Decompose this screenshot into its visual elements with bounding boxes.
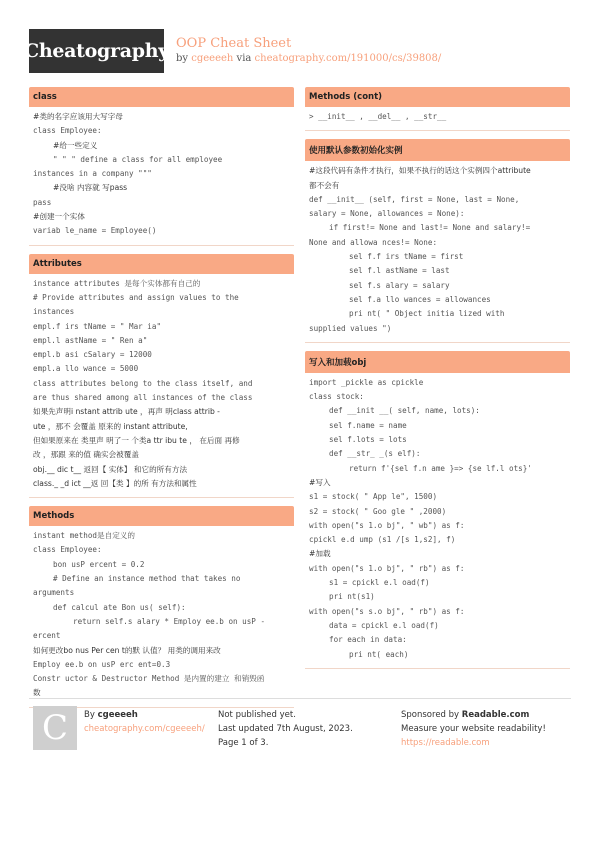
code-line: pri nt( " Object initia lized with	[349, 309, 505, 319]
footer-sponsor	[401, 708, 546, 750]
code-line: class stock:	[309, 392, 364, 402]
code-line: class Employee:	[33, 126, 102, 136]
code-line: Employ ee.b on usP erc ent=0.3	[33, 659, 171, 669]
sponsor-prefix: Sponsored by	[401, 710, 462, 720]
code-line: pri nt( each)	[349, 649, 409, 659]
code-line: 数	[33, 688, 41, 698]
code-line: s2 = stock( " Goo gle " ,2000)	[309, 506, 447, 516]
code-line: are thus shared among all instances of the class	[33, 393, 253, 403]
section-body	[305, 107, 570, 130]
code-line: with open("s 1.o bj", " wb") as f:	[309, 520, 465, 530]
section	[305, 351, 570, 669]
code-line: > __init__ , __del__ , __str__	[309, 112, 447, 121]
last-updated: Last updated 7th August, 2023.	[218, 724, 353, 734]
code-line: data = cpickl e.l oad(f)	[329, 620, 439, 630]
code-line: sel f.a llo wances = allowances	[349, 294, 491, 304]
section-title: 写入和加载obj	[305, 351, 570, 373]
section-title: Methods (cont)	[305, 87, 570, 107]
code-line: s1 = cpickl e.l oad(f)	[329, 578, 430, 588]
footer-divider	[29, 698, 571, 699]
code-line: #写入	[309, 477, 331, 487]
code-line: None and allowa nces!= None:	[309, 237, 438, 247]
code-line: 如果先声明i nstant attrib ute ，再声 明class attrib -	[33, 407, 220, 417]
section-body	[29, 526, 294, 707]
code-line: sel f.l astName = last	[349, 266, 450, 276]
code-line: cpickl e.d ump (s1 /[s 1,s2], f)	[309, 535, 456, 545]
footer-author-link[interactable]: cheatography.com/cgeeeeh/	[84, 724, 205, 734]
code-line: def calcul ate Bon us( self):	[53, 602, 186, 612]
footer-author	[84, 708, 205, 736]
code-line: ercent	[33, 631, 61, 641]
code-line: if first!= None and last!= None and salary!=	[329, 223, 531, 233]
sponsor-tagline: Measure your website readability!	[401, 724, 546, 734]
sponsor-link[interactable]: https://readable.com	[401, 738, 490, 748]
code-line: #加载	[309, 549, 331, 559]
footer-author-name: cgeeeeh	[97, 710, 138, 720]
code-line: arguments	[33, 588, 75, 598]
code-line: return f'{sel f.n ame }=> {se lf.l ots}'	[349, 463, 532, 473]
code-line: #这段代码有条件才执行，如果不执行的话这个实例四个attribute	[309, 166, 531, 176]
author-link[interactable]: cgeeeeh	[191, 53, 234, 64]
code-line: salary = None, allowances = None):	[309, 209, 465, 219]
sheet-byline	[176, 53, 441, 64]
footer-by-label: By	[84, 710, 98, 720]
code-line: supplied values ")	[309, 323, 392, 333]
code-line: obj.__ dic t__ 返回【 实体】 和它的所有方法	[33, 464, 188, 474]
code-line: pass	[33, 197, 52, 207]
section-title: class	[29, 87, 294, 107]
code-line: for each in data:	[329, 635, 407, 645]
code-line: with open("s 1.o bj", " rb") as f:	[309, 563, 465, 573]
code-line: def __init__ (self, first = None, last = None,	[309, 194, 520, 204]
sheet-title: OOP Cheat Sheet	[176, 36, 292, 51]
cheatography-logo[interactable]: Cheatography	[29, 29, 164, 73]
section	[29, 87, 294, 246]
code-line: def __str_ _(s elf):	[329, 449, 421, 459]
page-number: Page 1 of 3.	[218, 738, 269, 748]
section-body	[305, 373, 570, 668]
published-status: Not published yet.	[218, 710, 296, 720]
right-column	[305, 87, 570, 677]
code-line: instant method是自定义的	[33, 531, 135, 541]
code-line: #类的名字应该用大写字母	[33, 112, 123, 121]
section-title: 使用默认参数初始化实例	[305, 139, 570, 161]
code-line: class attributes belong to the class itself, and	[33, 378, 253, 388]
section-body	[305, 161, 570, 342]
code-line: s1 = stock( " App le", 1500)	[309, 492, 438, 502]
code-line: Constr uctor & Destructor Method 是内置的建立 和销毁函	[33, 674, 265, 684]
byline-via: via	[233, 53, 255, 64]
code-line: #创建一个实体	[33, 212, 85, 222]
section-body	[29, 274, 294, 497]
code-line: sel f.s alary = salary	[349, 280, 450, 290]
code-line: 改 ，那跟 来的值 确实会被覆盖	[33, 450, 139, 460]
sheet-url-link[interactable]: cheatography.com/191000/cs/39808/	[254, 53, 442, 64]
code-line: class._ _d ict __返 回【类 】的所 有方法和属性	[33, 478, 197, 488]
code-line: instances	[33, 307, 75, 317]
section	[29, 506, 294, 708]
code-line: ute ，那不 会覆盖 原来的 instant attribute,	[33, 421, 188, 431]
code-line: instance attributes 是每个实体都有自己的	[33, 278, 201, 288]
code-line: sel f.name = name	[329, 420, 407, 430]
code-line: " " " define a class for all employee	[53, 154, 223, 164]
code-line: def __init __( self, name, lots):	[329, 406, 480, 416]
code-line: class Employee:	[33, 545, 102, 555]
code-line: instances in a company """	[33, 169, 152, 179]
section-title: Attributes	[29, 254, 294, 274]
code-line: 如何更改bo nus Per cen t的默 认值？ 用类的调用来改	[33, 645, 221, 655]
left-column	[29, 87, 294, 716]
code-line: empl.f irs tName = " Mar ia"	[33, 321, 162, 331]
code-line: empl.b asi cSalary = 12000	[33, 350, 152, 360]
code-line: # Provide attributes and assign values to the	[33, 292, 239, 302]
section-title: Methods	[29, 506, 294, 526]
footer-status	[218, 708, 353, 750]
code-line: #给一些定义	[53, 140, 98, 150]
code-line: with open("s s.o bj", " rb") as f:	[309, 606, 465, 616]
code-line: pri nt(s1)	[329, 592, 375, 602]
author-avatar: C	[33, 706, 77, 750]
section	[305, 139, 570, 343]
section	[305, 87, 570, 131]
code-line: bon usP ercent = 0.2	[53, 559, 145, 569]
section-body	[29, 107, 294, 245]
code-line: empl.l astName = " Ren a"	[33, 335, 148, 345]
code-line: 都不会有	[309, 180, 340, 190]
sponsor-name[interactable]: Readable.com	[461, 710, 530, 720]
code-line: empl.a llo wance = 5000	[33, 364, 139, 374]
code-line: sel f.f irs tName = first	[349, 252, 464, 262]
section	[29, 254, 294, 498]
code-line: # Define an instance method that takes no	[53, 574, 241, 584]
code-line: return self.s alary * Employ ee.b on usP -	[73, 616, 266, 626]
byline-prefix: by	[176, 53, 192, 64]
code-line: 但如果原来在 类里声 明了一 个类a ttr ibu te ， 在后面 再修	[33, 435, 240, 445]
code-line: import _pickle as cpickle	[309, 377, 424, 387]
code-line: sel f.lots = lots	[329, 435, 407, 445]
code-line: variab le_name = Employee()	[33, 226, 157, 236]
code-line: #没啥 内容就 写pass	[53, 183, 128, 193]
